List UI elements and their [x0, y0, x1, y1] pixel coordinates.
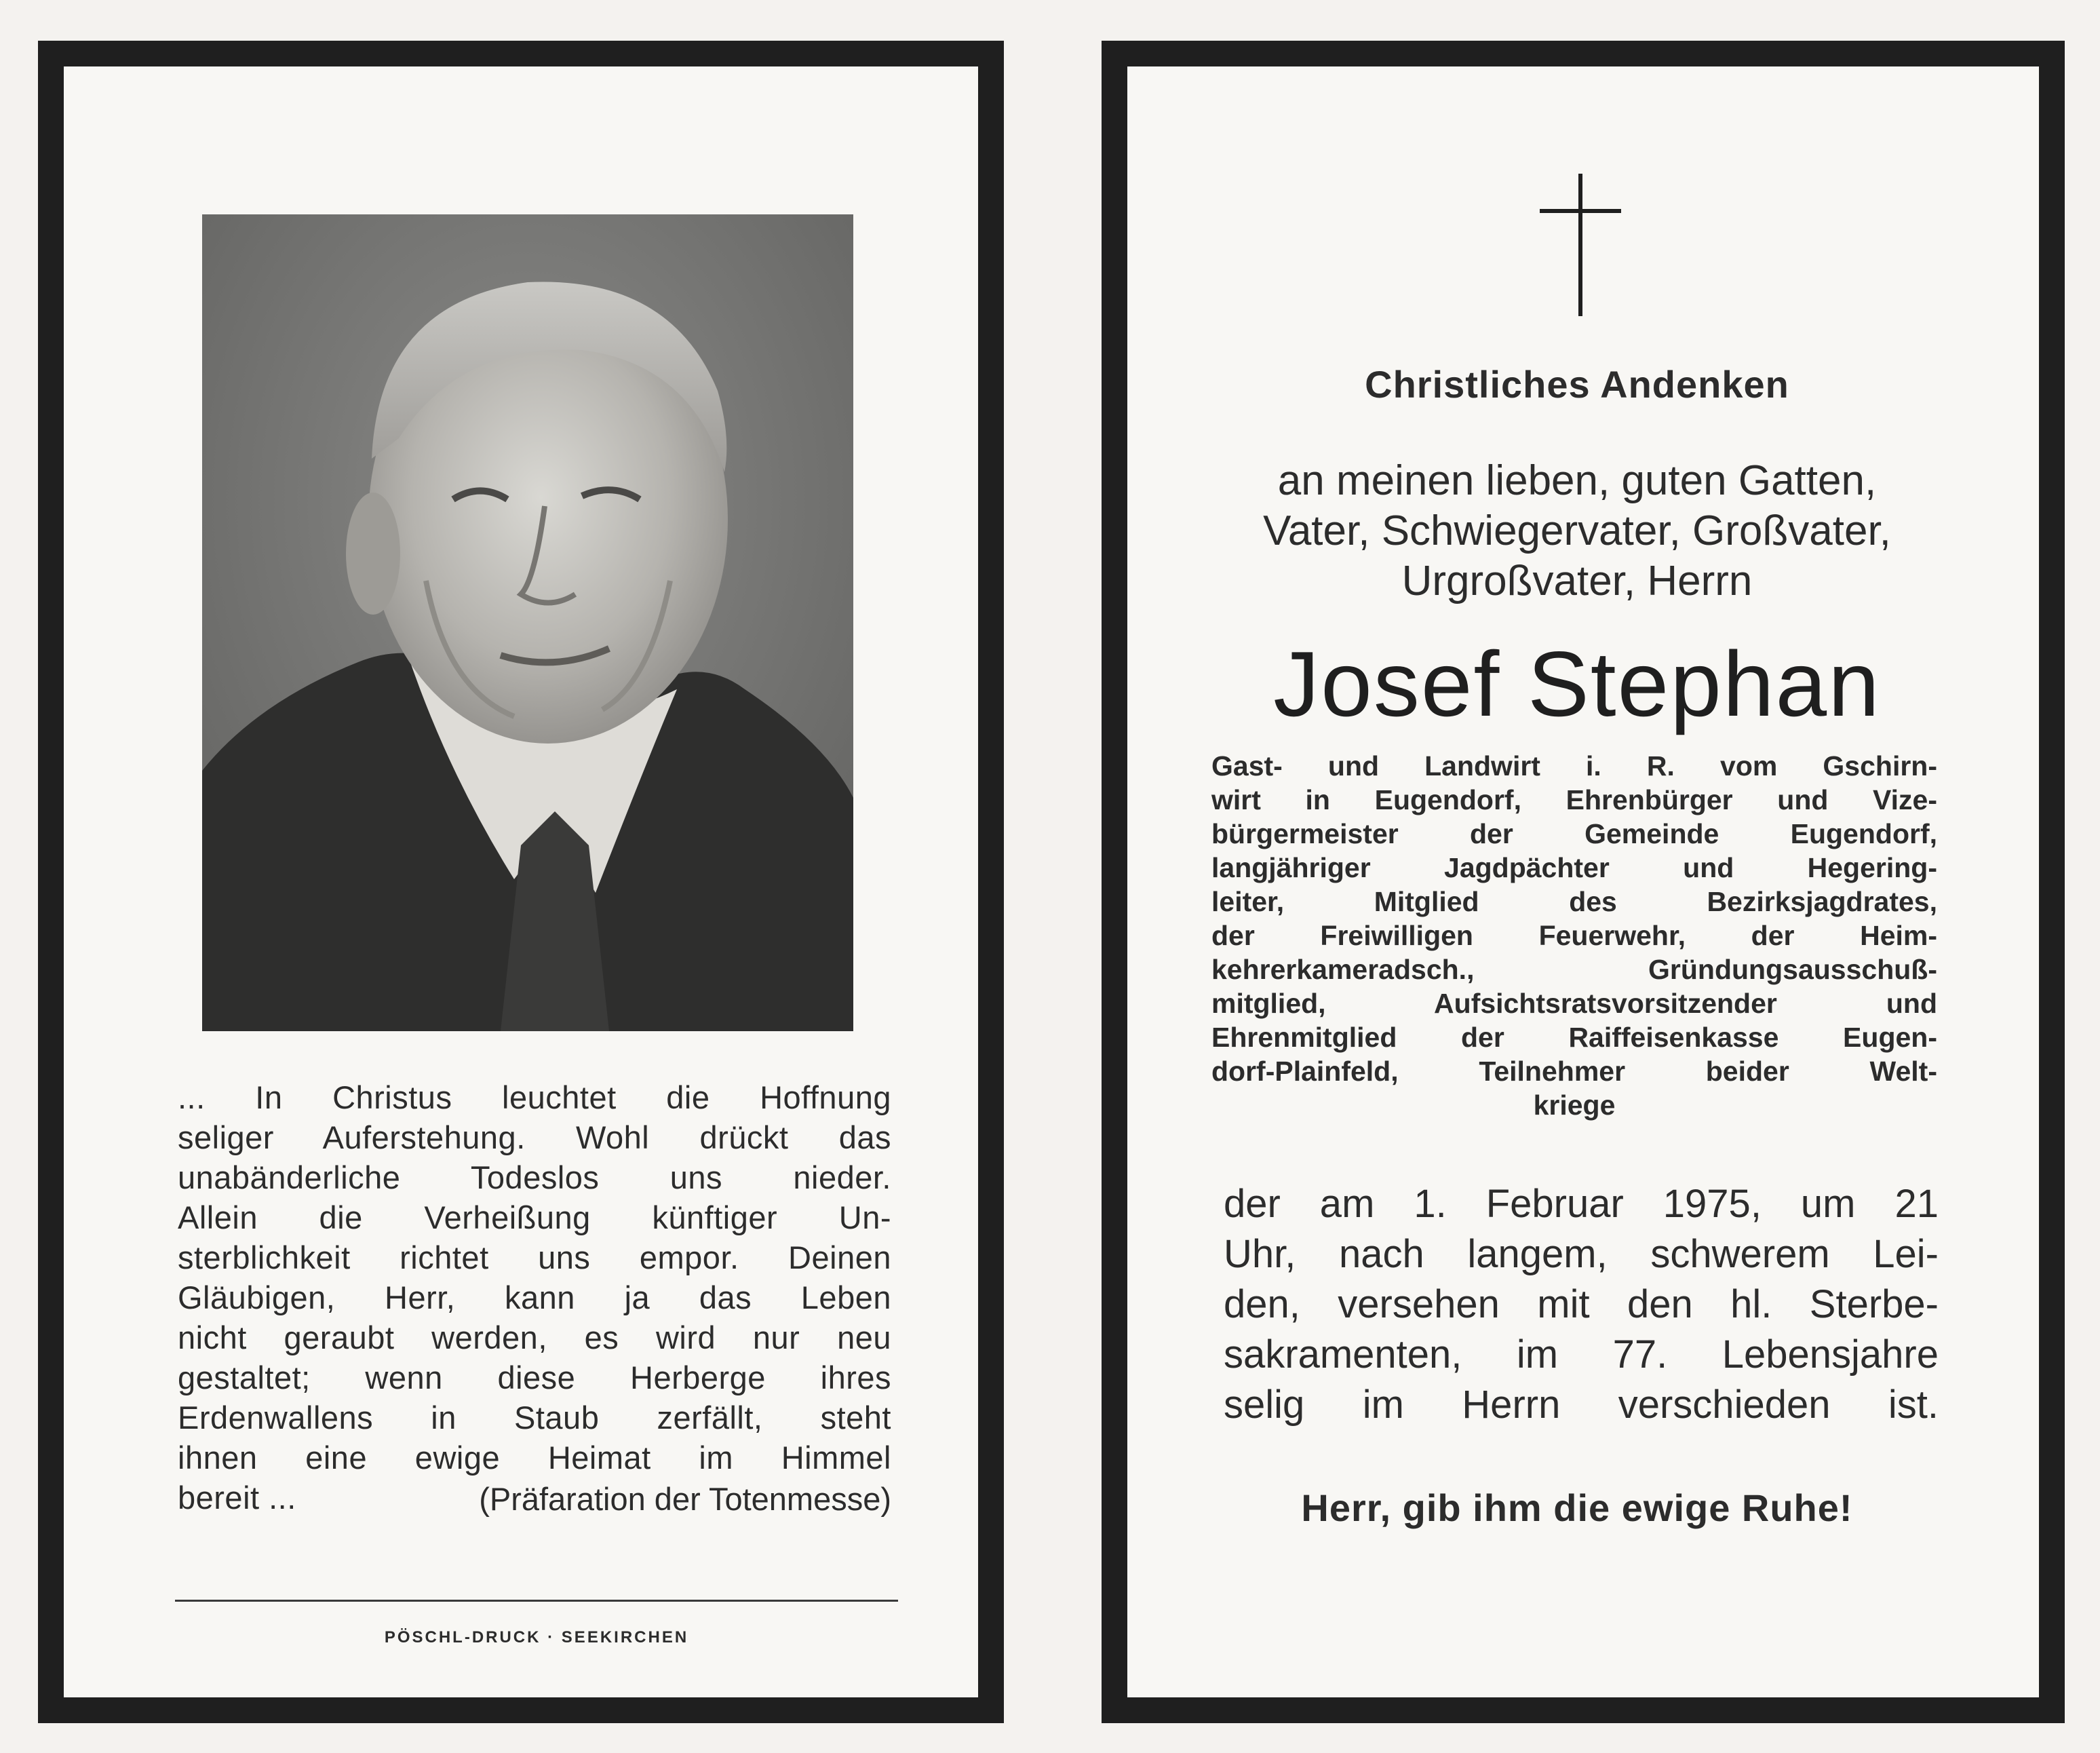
quote-line: Gläubigen, Herr, kann ja das Leben: [178, 1279, 891, 1315]
portrait-image: [202, 214, 853, 1031]
death-notice: [1224, 1179, 1939, 1430]
quote-line: nicht geraubt werden, es wird nur neu: [178, 1319, 891, 1355]
titles-line: leiter, Mitglied des Bezirksjagdrates,: [1211, 886, 1937, 917]
death-line: selig im Herrn verschieden ist.: [1224, 1383, 1939, 1427]
divider: [175, 1600, 898, 1602]
dedication: [1153, 456, 2001, 606]
death-line: der am 1. Februar 1975, um 21: [1224, 1182, 1939, 1226]
quote-line: Erdenwallens in Staub zerfällt, steht: [178, 1400, 891, 1436]
titles-line: langjähriger Jagdpächter und Hegering-: [1211, 852, 1937, 883]
portrait-photo: [202, 214, 853, 1031]
titles-line: dorf-Plainfeld, Teilnehmer beider Welt-: [1211, 1056, 1937, 1087]
heading: Christliches Andenken: [1365, 363, 1789, 406]
titles-line: mitglied, Aufsichtsratsvorsitzender und: [1211, 988, 1937, 1019]
titles-text: [1211, 749, 1937, 1122]
titles-line: Ehrenmitglied der Raiffeisenkasse Eugen-: [1211, 1022, 1937, 1053]
death-line: sakramenten, im 77. Lebensjahre: [1224, 1332, 1939, 1376]
printer-imprint: PÖSCHL-DRUCK · SEEKIRCHEN: [384, 1628, 689, 1646]
quote-line: ihnen eine ewige Heimat im Himmel: [178, 1440, 891, 1476]
dedication-line: Vater, Schwiegervater, Großvater,: [1263, 507, 1891, 554]
titles-line: wirt in Eugendorf, Ehrenbürger und Vize-: [1211, 784, 1937, 815]
quote-line: bereit ...: [178, 1480, 296, 1516]
quote-text: [178, 1077, 891, 1518]
prayer: Herr, gib ihm die ewige Ruhe!: [1301, 1486, 1853, 1529]
quote-line: gestaltet; wenn diese Herberge ihres: [178, 1360, 891, 1395]
titles-line: kriege: [1533, 1090, 1616, 1121]
titles-line: bürgermeister der Gemeinde Eugendorf,: [1211, 818, 1937, 849]
quote-line: unabänderliche Todeslos uns nieder.: [178, 1159, 891, 1195]
quote-line: seliger Auferstehung. Wohl drückt das: [178, 1119, 891, 1155]
deceased-name: Josef Stephan: [1273, 632, 1881, 735]
quote-line: ... In Christus leuchtet die Hoffnung: [178, 1079, 891, 1115]
dedication-line: an meinen lieben, guten Gatten,: [1277, 457, 1877, 504]
quote-source: (Präfaration der Totenmesse): [479, 1481, 891, 1517]
death-line: den, versehen mit den hl. Sterbe-: [1224, 1282, 1939, 1326]
titles-line: der Freiwilligen Feuerwehr, der Heim-: [1211, 920, 1937, 951]
quote-line: Allein die Verheißung künftiger Un-: [178, 1199, 891, 1235]
cross-icon: [1540, 174, 1621, 316]
titles-line: Gast- und Landwirt i. R. vom Gschirn-: [1211, 750, 1937, 782]
quote-line: sterblichkeit richtet uns empor. Deinen: [178, 1239, 891, 1275]
death-line: Uhr, nach langem, schwerem Lei-: [1224, 1232, 1939, 1276]
dedication-line: Urgroßvater, Herrn: [1401, 558, 1753, 604]
titles-line: kehrerkameradsch., Gründungsausschuß-: [1211, 954, 1937, 985]
